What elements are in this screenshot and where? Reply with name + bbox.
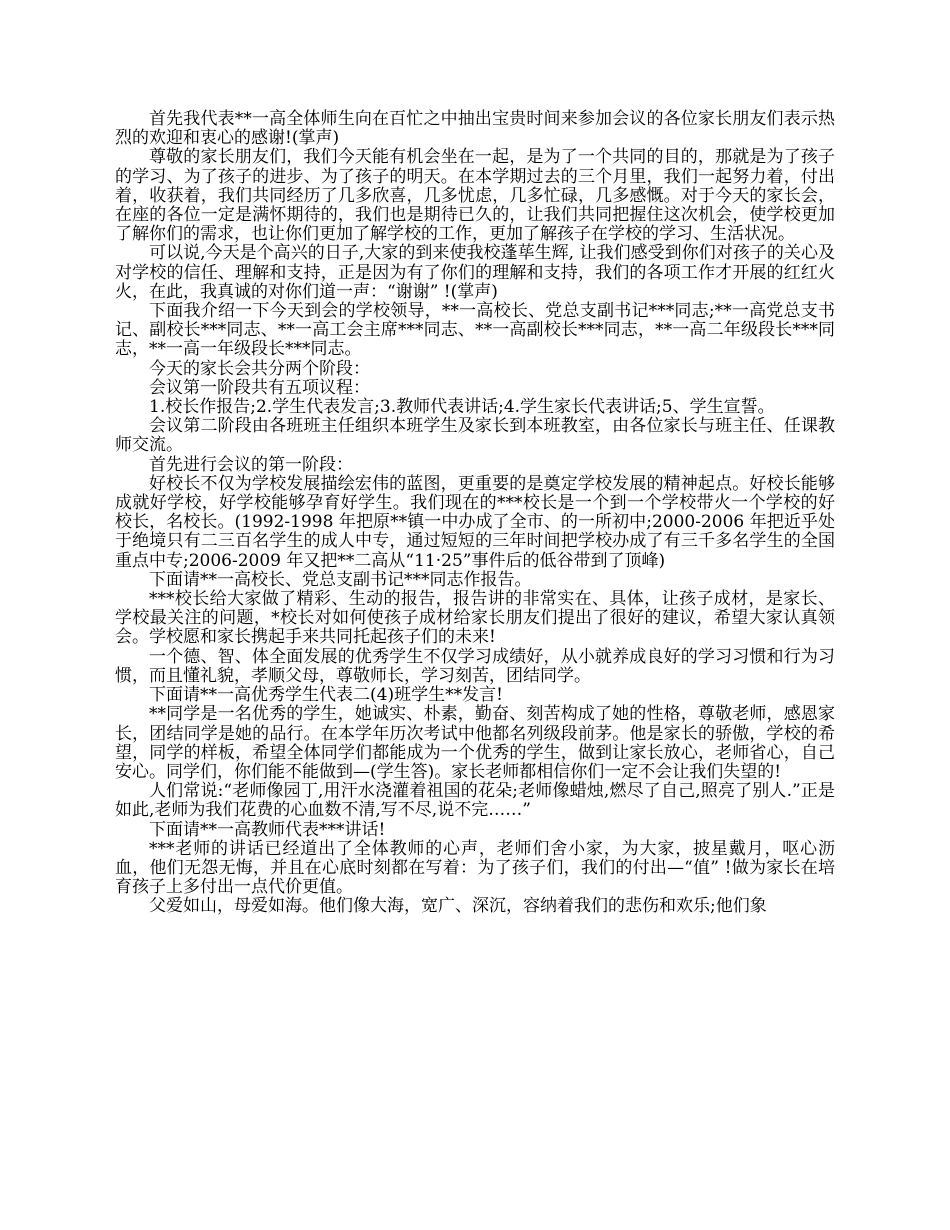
paragraph-agenda: 1.校长作报告;2.学生代表发言;3.教师代表讲话;4.学生家长代表讲话;5、学生宣誓。 bbox=[149, 397, 775, 418]
document-body bbox=[115, 110, 835, 917]
paragraph-principal-report: 下面请**一高校长、党总支副书记***同志作报告。 bbox=[149, 569, 532, 590]
paragraph-thanks: 可以说,今天是个高兴的日子,大家的到来使我校蓬荜生辉, 让我们感受到你们对孩子的关心及对学校的信任、理解和支持，正是因为有了你们的理解和支持，我们的各项工作才开展的红红火火，在此，我真诚的对你们道一声：“谢谢” !(掌声) bbox=[115, 243, 835, 302]
paragraph-greeting: 尊敬的家长朋友们，我们今天能有机会坐在一起，是为了一个共同的目的，那就是为了孩子的学习、为了孩子的进步、为了孩子的明天。在本学期过去的三个月里，我们一起努力着，付出着，收获着，我们共同经历了几多欣喜，几多忧虑，几多忙碌，几多感慨。对于今天的家长会，在座的各位一定是满怀期待的，我们也是期待已久的，让我们共同把握住这次机会，使学校更加了解你们的需求，也让你们更加了解学校的工作，更加了解孩子在学校的学习、生活状况。 bbox=[115, 147, 835, 245]
paragraph-stage-one: 会议第一阶段共有五项议程： bbox=[149, 377, 370, 398]
paragraph-teacher-quote: 人们常说:“老师像园丁,用汗水浇灌着祖国的花朵;老师像蜡烛,燃尽了自己,照亮了别人.”正是如此,老师为我们花费的心血数不清,写不尽,说不完……” bbox=[115, 781, 835, 821]
paragraph-start: 首先进行会议的第一阶段： bbox=[149, 454, 353, 475]
paragraph-student-speech: 下面请**一高优秀学生代表二(4)班学生**发言! bbox=[149, 685, 503, 706]
paragraph-stages: 今天的家长会共分两个阶段： bbox=[149, 358, 370, 379]
paragraph-leaders: 下面我介绍一下今天到会的学校领导，**一高校长、党总支副书记***同志;**一高党总支书记、副校长***同志、**一高工会主席***同志、**一高副校长***同志，**一高二年级段长***同志，**一高一年级段长***同志。 bbox=[115, 301, 835, 360]
paragraph-teacher-summary: ***老师的讲话已经道出了全体教师的心声，老师们舍小家，为大家，披星戴月，呕心沥血，他们无怨无悔，并且在心底时刻都在写着：为了孩子们，我们的付出—“值” !做为家长在培育孩子上多付出一点代价更值。 bbox=[115, 838, 835, 898]
paragraph-stage-two: 会议第二阶段由各班班主任组织本班学生及家长到本班教室，由各位家长与班主任、任课教师交流。 bbox=[115, 416, 835, 456]
paragraph-parents: 父爱如山，母爱如海。他们像大海，宽广、深沉，容纳着我们的悲伤和欢乐;他们象 bbox=[149, 896, 767, 917]
paragraph-good-student: 一个德、智、体全面发展的优秀学生不仅学习成绩好，从小就养成良好的学习习惯和行为习惯，而且懂礼貌，孝顺父母，尊敬师长，学习刻苦，团结同学。 bbox=[115, 646, 835, 686]
paragraph-principal-intro: 好校长不仅为学校发展描绘宏伟的蓝图，更重要的是奠定学校发展的精神起点。好校长能够成就好学校，好学校能够孕育好学生。我们现在的***校长是一个到一个学校带火一个学校的好校长，名校长。(1992-1998 年把原**镇一中办成了全市、的一所初中;2000-2006 年把近乎处于绝境只有二三百名学生的成人中专，通过短短的三年时间把学校办成了有三千多名学生的全国重点中专;2006-2009 年又把**二高从“11·25”事件后的低谷带到了顶峰) bbox=[115, 473, 835, 571]
paragraph-welcome: 首先我代表**一高全体师生向在百忙之中抽出宝贵时间来参加会议的各位家长朋友们表示热烈的欢迎和衷心的感谢!(掌声) bbox=[115, 109, 835, 149]
paragraph-student-praise: **同学是一名优秀的学生，她诚实、朴素，勤奋、刻苦构成了她的性格，尊敬老师，感恩家长，团结同学是她的品行。在本学年历次考试中他都名列级段前茅。他是家长的骄傲，学校的希望，同学的样板，希望全体同学们都能成为一个优秀的学生，做到让家长放心，老师省心，自己安心。同学们，你们能不能做到—(学生答)。家长老师都相信你们一定不会让我们失望的! bbox=[115, 704, 835, 782]
paragraph-teacher-speech: 下面请**一高教师代表***讲话! bbox=[149, 819, 386, 840]
paragraph-report-summary: ***校长给大家做了精彩、生动的报告，报告讲的非常实在、具体，让孩子成材，是家长、学校最关注的问题，*校长对如何使孩子成材给家长朋友们提出了很好的建议，希望大家认真领会。学校愿和家长携起手来共同托起孩子们的未来! bbox=[115, 589, 835, 648]
